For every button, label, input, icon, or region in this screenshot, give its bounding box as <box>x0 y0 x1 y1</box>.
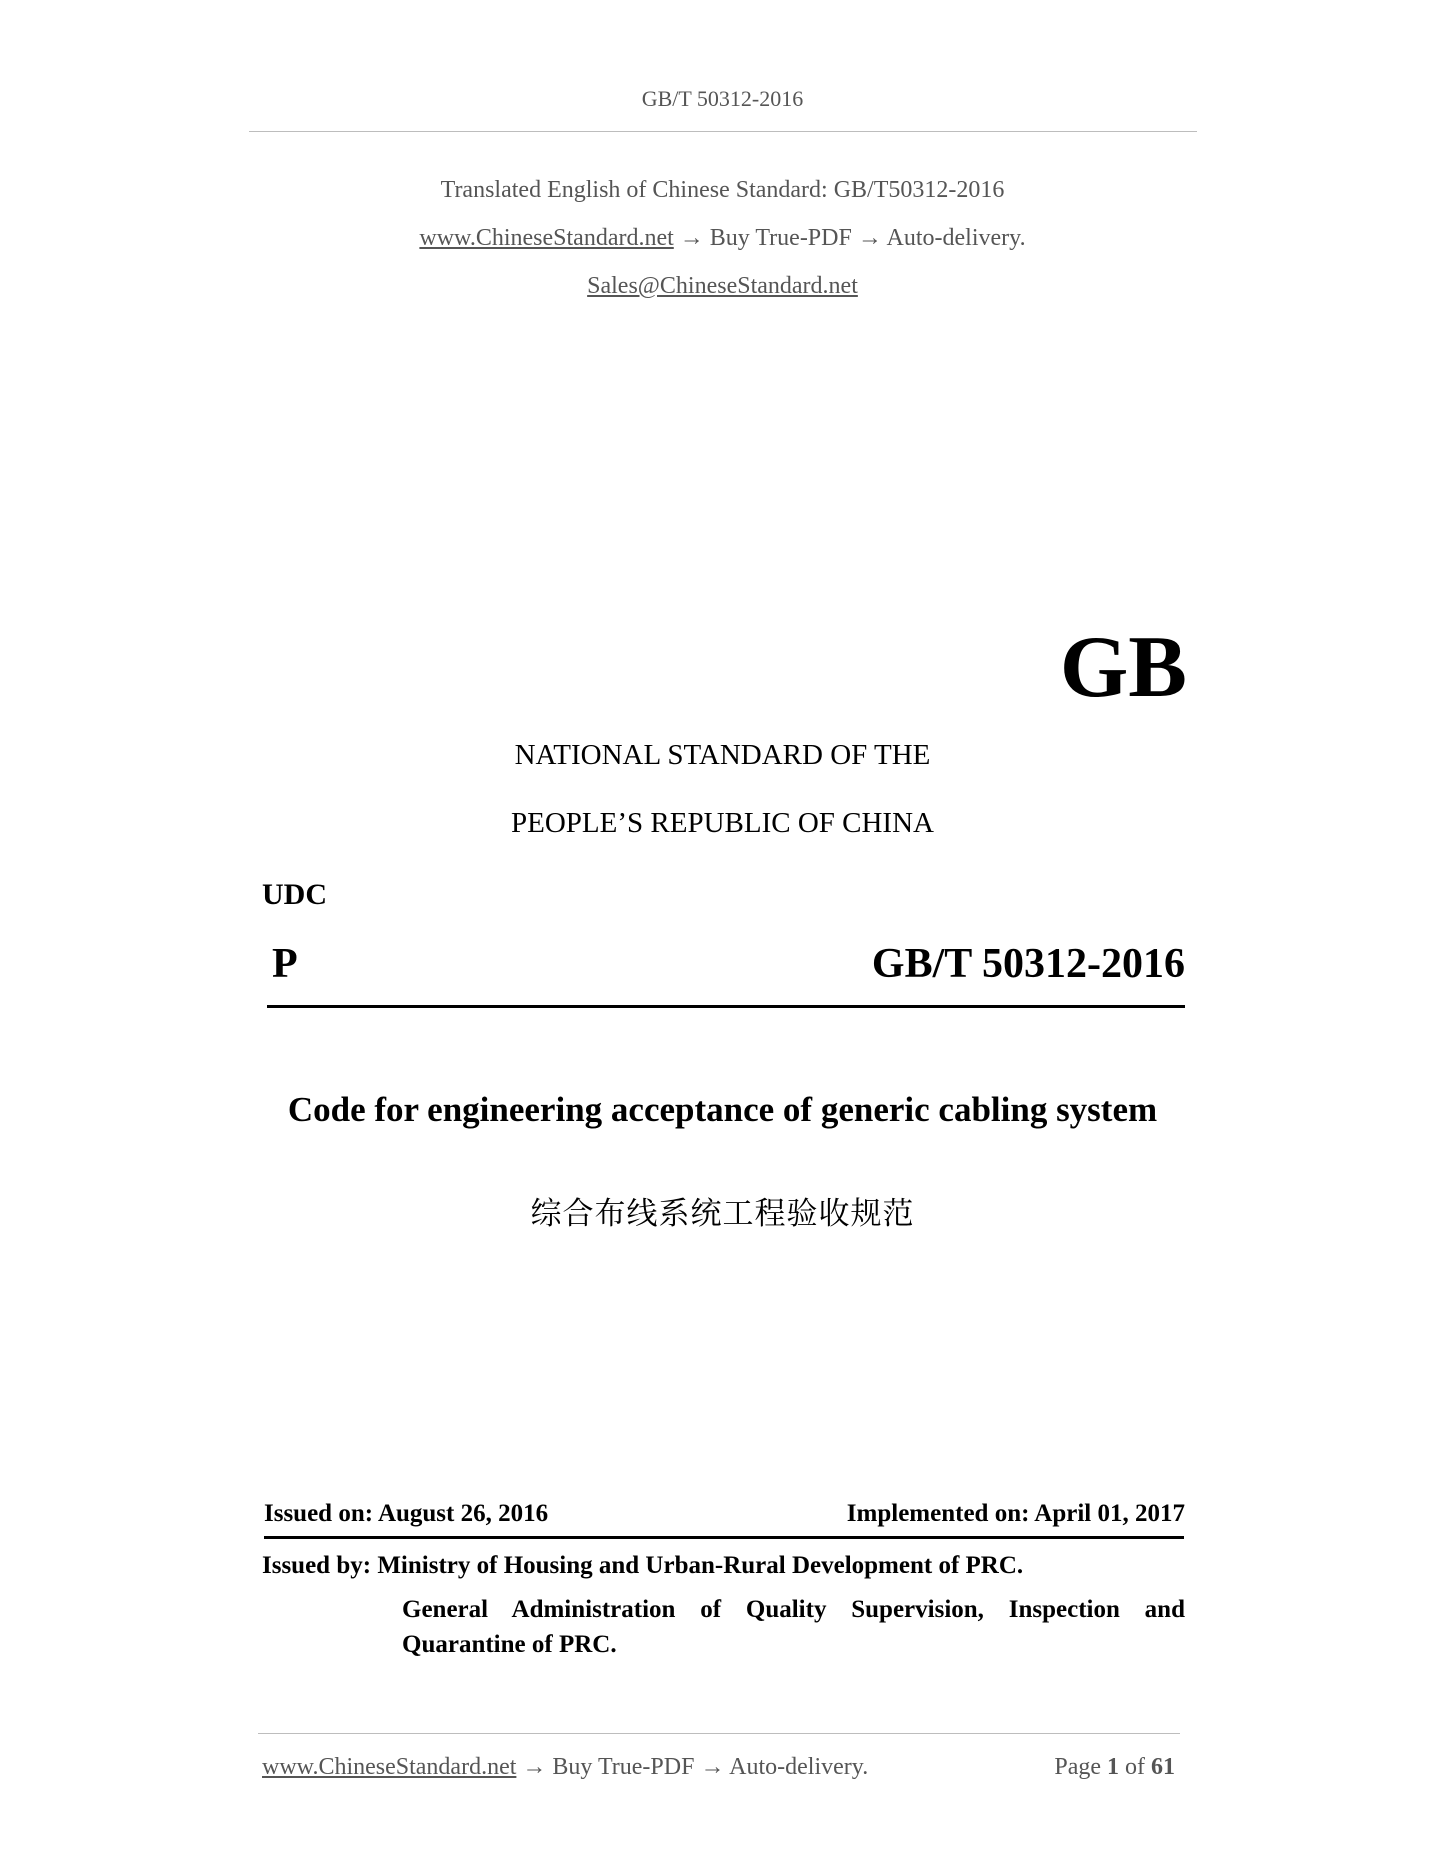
site-link[interactable]: www.ChineseStandard.net <box>419 225 674 251</box>
issued-by-label: Issued by: <box>262 1552 372 1579</box>
implemented-on: Implemented on: April 01, 2017 <box>846 1500 1185 1527</box>
email-line <box>0 273 1445 300</box>
total-pages: 61 <box>1151 1754 1175 1780</box>
issuer-aqsiq-line1: General Administration of Quality Supervision, Inspection and <box>402 1596 1185 1623</box>
issuer-ministry: Ministry of Housing and Urban-Rural Development of PRC. <box>377 1552 1024 1579</box>
arrow-icon: → <box>679 225 704 251</box>
national-standard-line2: PEOPLE’S REPUBLIC OF CHINA <box>511 807 934 839</box>
page-label: Page <box>1054 1754 1101 1780</box>
banner-links <box>0 225 1445 252</box>
category-code: P <box>272 941 298 987</box>
page-number: 1 <box>1107 1754 1119 1780</box>
issuer-aqsiq-line2: Quarantine of PRC. <box>402 1631 617 1658</box>
gb-logo: GB <box>1059 619 1187 716</box>
translated-notice: Translated English of Chinese Standard: GB/T50312-2016 <box>440 177 1005 203</box>
udc-label: UDC <box>262 878 327 911</box>
issued-on: Issued on: August 26, 2016 <box>264 1500 549 1527</box>
dates-underline <box>264 1536 1184 1539</box>
title-english: Code for engineering acceptance of generic cabling system <box>287 1090 1158 1129</box>
issued-by <box>262 1552 1023 1580</box>
title-chinese: 综合布线系统工程验收规范 <box>530 1196 915 1232</box>
arrow-icon: → <box>857 225 882 251</box>
arrow-icon: → <box>700 1754 725 1780</box>
running-header: GB/T 50312-2016 <box>641 86 804 111</box>
auto-delivery-text: Auto-delivery. <box>886 225 1026 251</box>
header-divider <box>249 131 1197 132</box>
standard-number: GB/T 50312-2016 <box>871 941 1185 987</box>
footer-site-link[interactable]: www.ChineseStandard.net <box>262 1754 517 1780</box>
arrow-icon: → <box>522 1754 547 1780</box>
national-standard-line1: NATIONAL STANDARD OF THE <box>514 739 931 771</box>
footer-auto-delivery-text: Auto-delivery. <box>729 1754 869 1780</box>
email-link[interactable]: Sales@ChineseStandard.net <box>587 273 858 299</box>
footer-buy-text: Buy True-PDF <box>552 1754 695 1780</box>
footer-divider <box>258 1733 1180 1734</box>
footer-links <box>262 1754 868 1781</box>
number-underline <box>267 1005 1185 1008</box>
buy-text: Buy True-PDF <box>709 225 852 251</box>
page-indicator <box>1054 1754 1175 1781</box>
of-label: of <box>1125 1754 1145 1780</box>
